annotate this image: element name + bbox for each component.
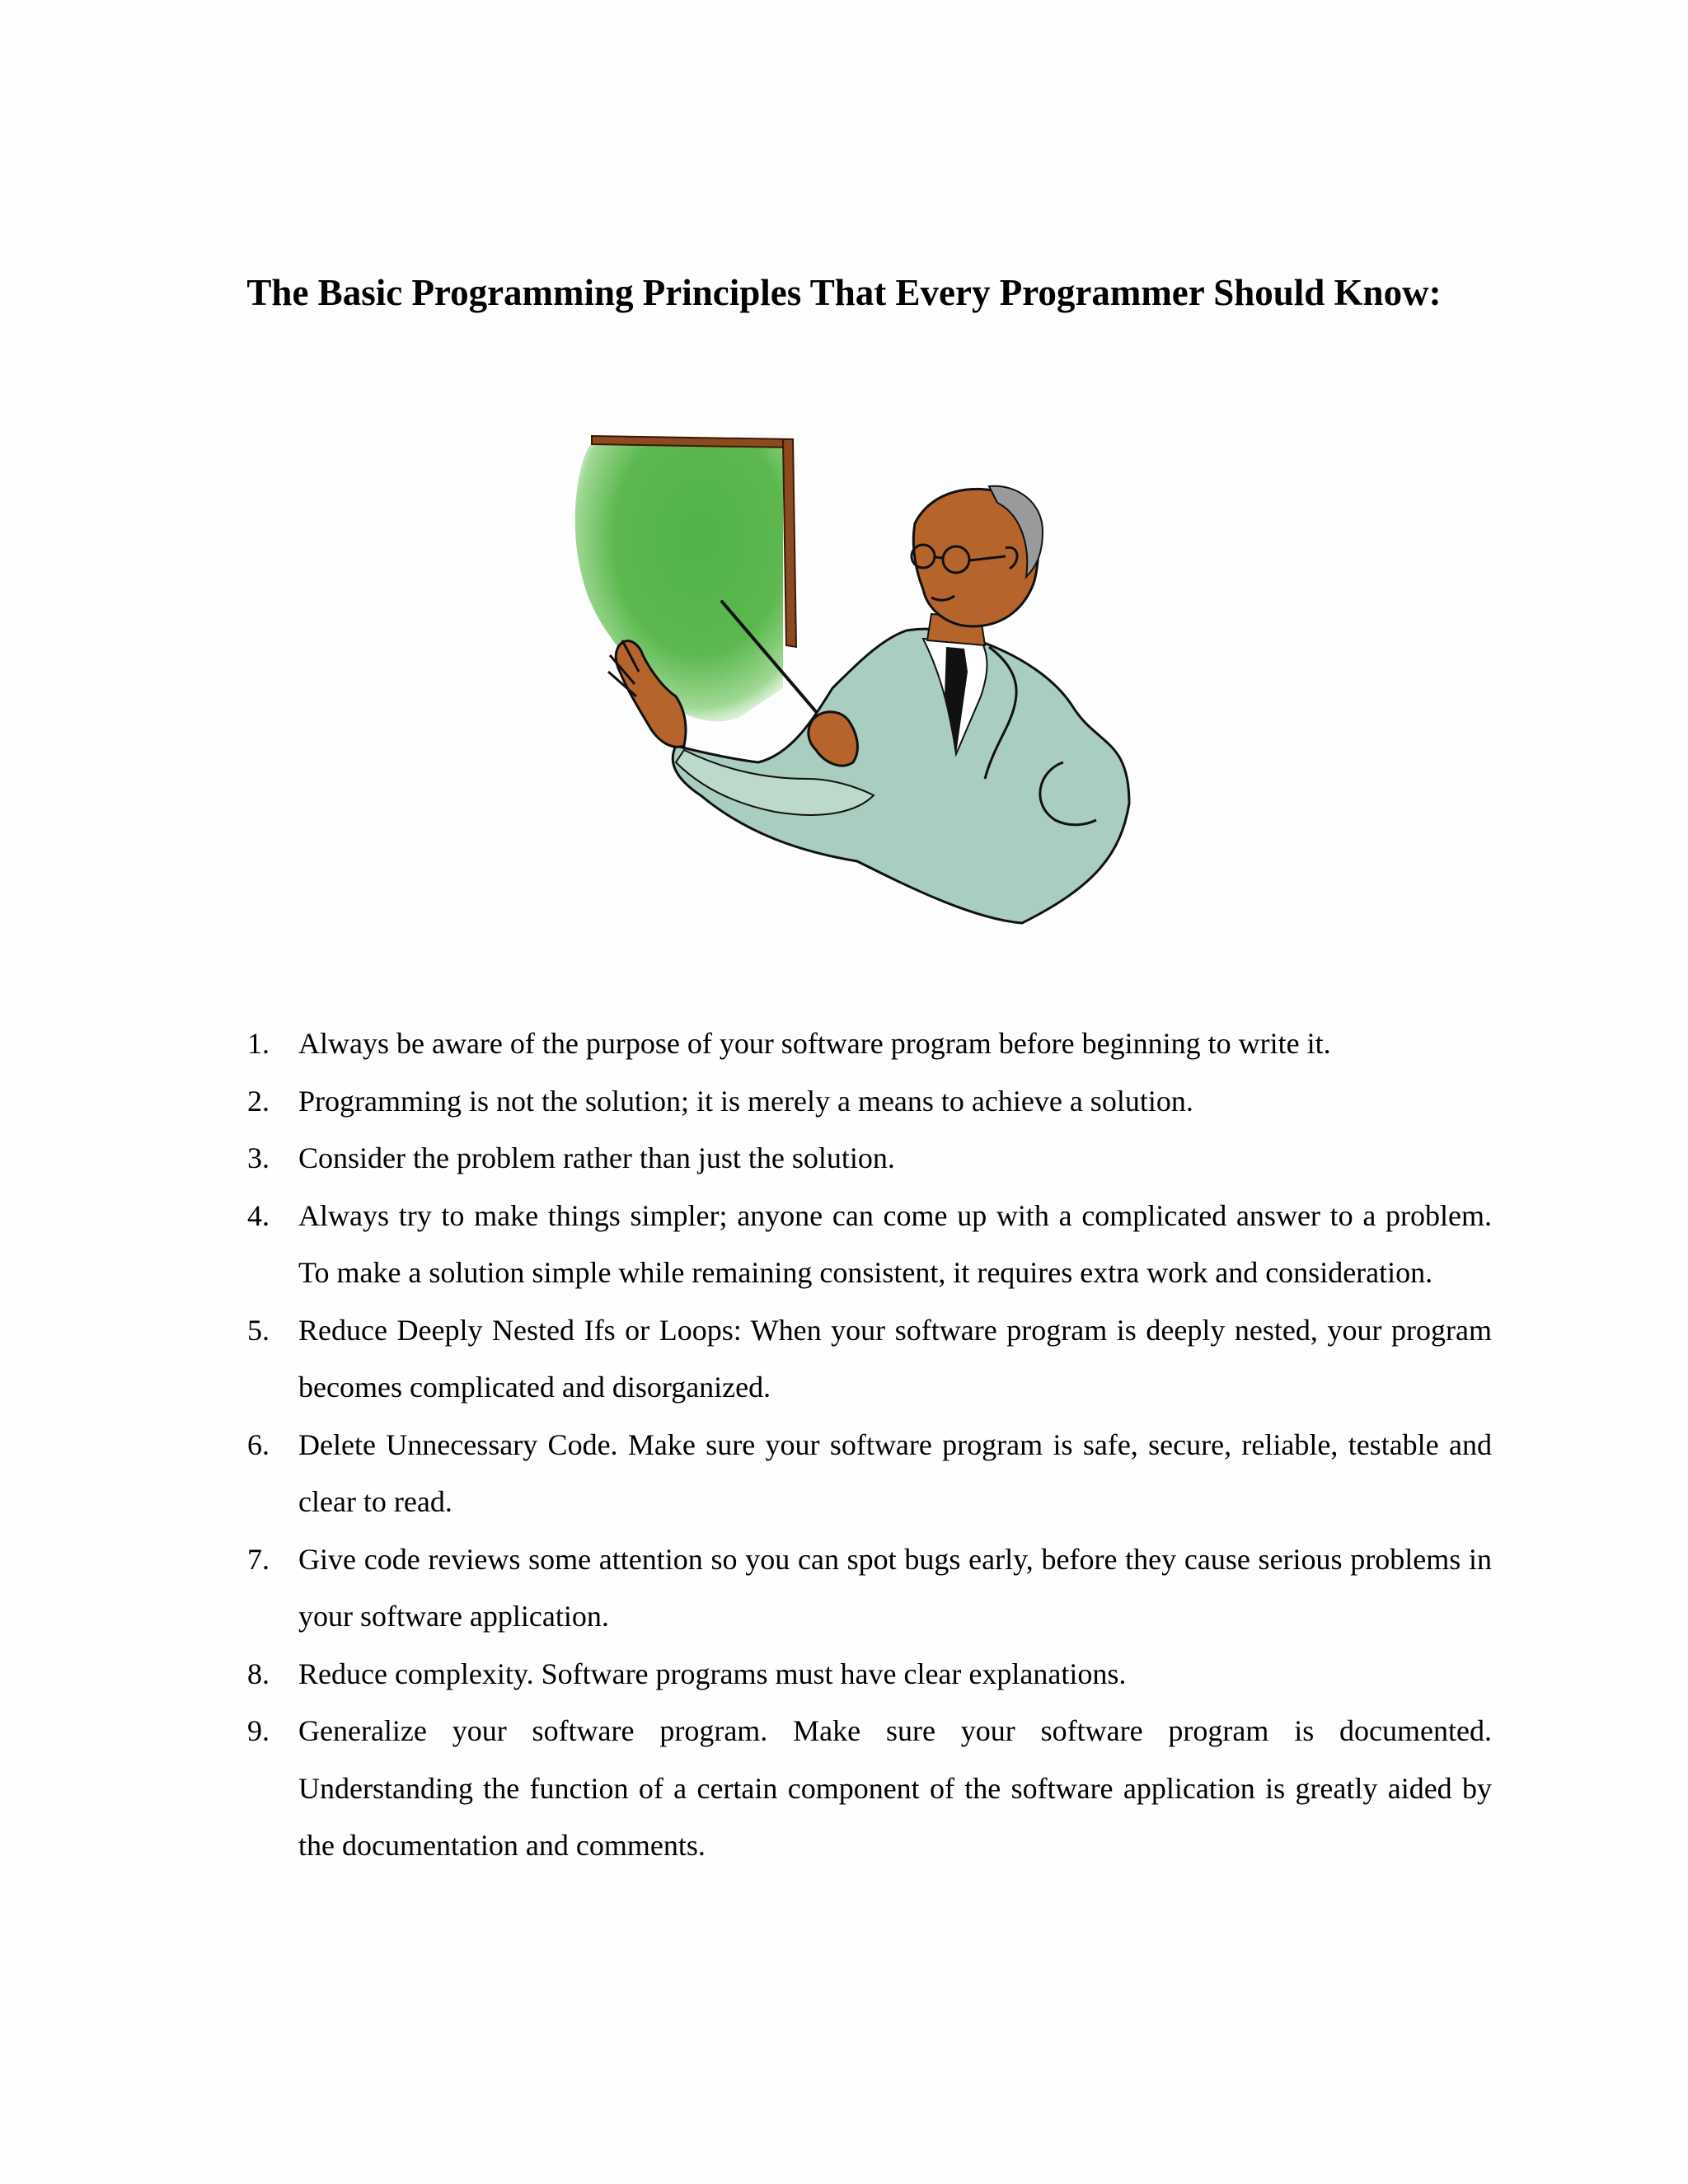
list-item-text: Consider the problem rather than just the solution. xyxy=(298,1141,895,1174)
list-item-number: 5. xyxy=(247,1313,270,1347)
list-item xyxy=(247,1703,1492,1875)
list-item xyxy=(247,1417,1492,1531)
list-item-number: 9. xyxy=(247,1714,270,1747)
list-item-number: 7. xyxy=(247,1542,270,1576)
board-frame-right xyxy=(783,439,796,647)
list-item-text: Give code reviews some attention so you can spot bugs early, before they cause serious problems in your software application. xyxy=(298,1542,1492,1633)
list-item-number: 4. xyxy=(247,1198,270,1232)
list-item xyxy=(247,1646,1492,1704)
list-item-number: 3. xyxy=(247,1141,270,1174)
list-item-text: Reduce Deeply Nested Ifs or Loops: When your software program is deeply nested, your program becomes complicated and disorganized. xyxy=(298,1313,1492,1404)
list-item-text: Delete Unnecessary Code. Make sure your software program is safe, secure, reliable, testable and clear to read. xyxy=(298,1427,1492,1518)
list-item xyxy=(247,1531,1492,1646)
list-item-text: Generalize your software program. Make sure your software program is documented. Understanding the function of a certain component of the software application is greatly aided by the documentation and comments. xyxy=(298,1714,1492,1862)
list-item-text: Programming is not the solution; it is merely a means to achieve a solution. xyxy=(298,1084,1193,1118)
list-item-number: 2. xyxy=(247,1084,270,1118)
list-item-text: Always try to make things simpler; anyone can come up with a complicated answer to a problem. To make a solution simple while remaining consistent, it requires extra work and consideration. xyxy=(298,1198,1492,1289)
list-item xyxy=(247,1015,1492,1073)
principles-list xyxy=(247,1015,1492,1875)
list-item-number: 1. xyxy=(247,1027,270,1060)
list-item-text: Always be aware of the purpose of your software program before beginning to write it. xyxy=(298,1027,1331,1060)
list-item-text: Reduce complexity. Software programs must have clear explanations. xyxy=(298,1657,1127,1690)
page-title: The Basic Programming Principles That Every Programmer Should Know: xyxy=(246,272,1442,313)
teacher-pointing-at-board-icon xyxy=(560,424,1137,929)
list-item xyxy=(247,1188,1492,1302)
list-item xyxy=(247,1073,1492,1131)
board-surface xyxy=(575,441,783,721)
list-item xyxy=(247,1130,1492,1188)
list-item xyxy=(247,1302,1492,1417)
list-item-number: 6. xyxy=(247,1427,270,1461)
list-item-number: 8. xyxy=(247,1657,270,1690)
